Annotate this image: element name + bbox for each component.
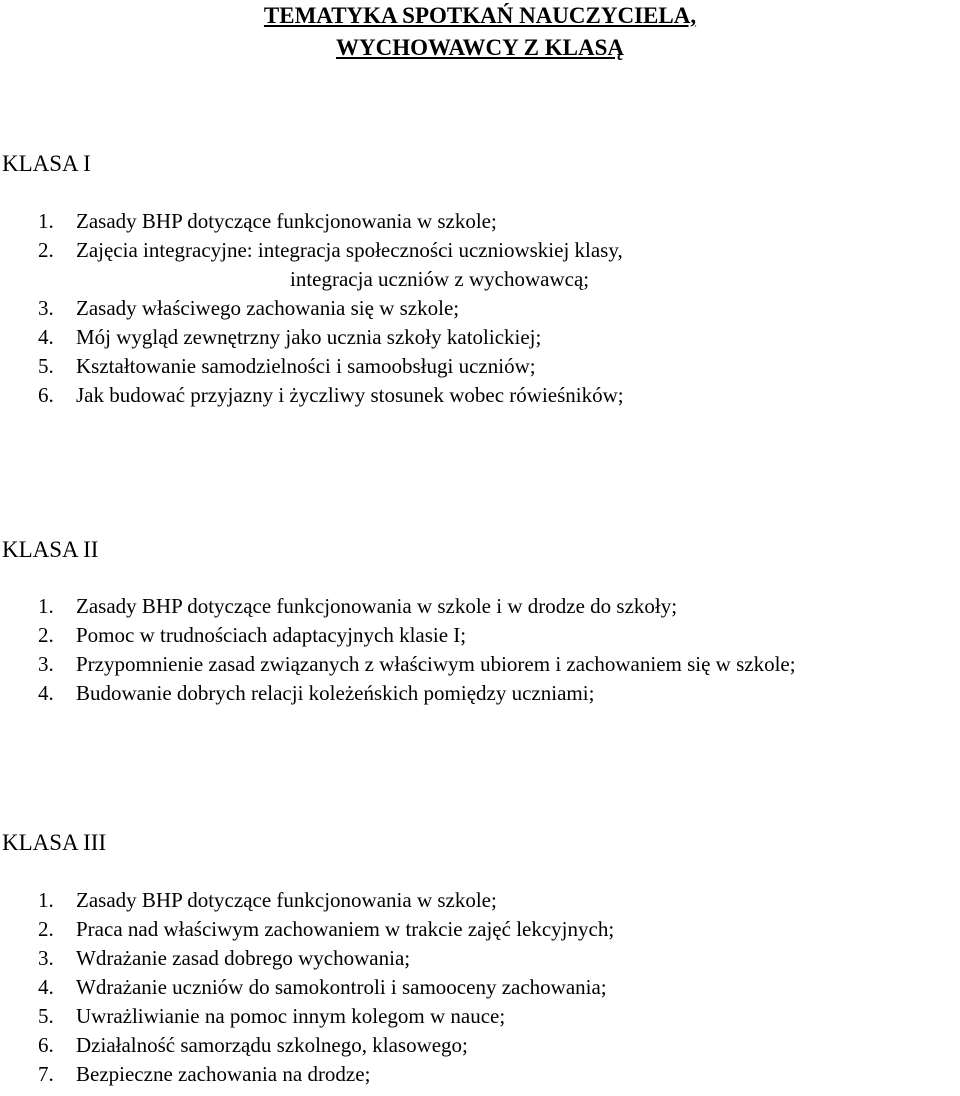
item-number: 7. <box>38 1062 54 1086</box>
list-item <box>0 294 960 323</box>
section-heading-klasa-1: KLASA I <box>2 151 91 176</box>
section-heading-klasa-2: KLASA II <box>2 537 99 562</box>
item-text: Zasady BHP dotyczące funkcjonowania w szkole; <box>76 888 497 912</box>
item-text: Jak budować przyjazny i życzliwy stosunek wobec rówieśników; <box>76 383 624 407</box>
list-item <box>0 621 960 650</box>
document-title-line-1: TEMATYKA SPOTKAŃ NAUCZYCIELA, <box>263 3 697 28</box>
item-number: 1. <box>38 209 54 233</box>
item-text: Pomoc w trudnościach adaptacyjnych klasie I; <box>76 623 467 647</box>
list-item <box>0 323 960 352</box>
list-item <box>0 650 960 679</box>
list-item <box>0 915 960 944</box>
topic-list-klasa-2 <box>0 592 960 708</box>
list-item <box>0 592 960 621</box>
item-number: 3. <box>38 296 54 320</box>
item-number: 6. <box>38 383 54 407</box>
item-number: 3. <box>38 946 54 970</box>
item-number: 1. <box>38 888 54 912</box>
item-text: Zasady właściwego zachowania się w szkole; <box>76 296 460 320</box>
item-number: 4. <box>38 325 54 349</box>
list-item <box>0 381 960 410</box>
document-title-line-2: WYCHOWAWCY Z KLASĄ <box>336 35 624 60</box>
list-item <box>0 944 960 973</box>
item-number: 5. <box>38 1004 54 1028</box>
item-text: Budowanie dobrych relacji koleżeńskich pomiędzy uczniami; <box>76 681 595 705</box>
item-number: 1. <box>38 594 54 618</box>
list-item <box>0 352 960 381</box>
list-item <box>0 973 960 1002</box>
item-text: Przypomnienie zasad związanych z właściwym ubiorem i zachowaniem się w szkole; <box>76 652 796 676</box>
topic-list-klasa-3 <box>0 886 960 1089</box>
item-text-continuation: integracja uczniów z wychowawcą; <box>290 267 590 291</box>
item-text: Działalność samorządu szkolnego, klasowego; <box>76 1033 468 1057</box>
item-text: Wdrażanie uczniów do samokontroli i samooceny zachowania; <box>76 975 607 999</box>
item-text: Zasady BHP dotyczące funkcjonowania w szkole i w drodze do szkoły; <box>76 594 678 618</box>
item-text: Zasady BHP dotyczące funkcjonowania w szkole; <box>76 209 497 233</box>
list-item <box>0 236 960 294</box>
item-text: Mój wygląd zewnętrzny jako ucznia szkoły katolickiej; <box>76 325 542 349</box>
topic-list-klasa-1 <box>0 207 960 410</box>
list-item <box>0 1031 960 1060</box>
item-number: 2. <box>38 917 54 941</box>
item-number: 2. <box>38 623 54 647</box>
item-number: 6. <box>38 1033 54 1057</box>
item-text: Zajęcia integracyjne: integracja społeczności uczniowskiej klasy, <box>76 238 623 262</box>
item-text: Wdrażanie zasad dobrego wychowania; <box>76 946 411 970</box>
section-heading-klasa-3: KLASA III <box>2 830 107 855</box>
item-text: Praca nad właściwym zachowaniem w trakcie zajęć lekcyjnych; <box>76 917 615 941</box>
item-number: 5. <box>38 354 54 378</box>
item-number: 2. <box>38 238 54 262</box>
list-item <box>0 886 960 915</box>
item-number: 4. <box>38 975 54 999</box>
item-text: Bezpieczne zachowania na drodze; <box>76 1062 371 1086</box>
item-number: 4. <box>38 681 54 705</box>
item-text: Kształtowanie samodzielności i samoobsługi uczniów; <box>76 354 536 378</box>
list-item <box>0 679 960 708</box>
list-item <box>0 207 960 236</box>
list-item <box>0 1060 960 1089</box>
list-item <box>0 1002 960 1031</box>
document-title <box>0 2 960 66</box>
item-number: 3. <box>38 652 54 676</box>
item-text: Uwrażliwianie na pomoc innym kolegom w nauce; <box>76 1004 506 1028</box>
